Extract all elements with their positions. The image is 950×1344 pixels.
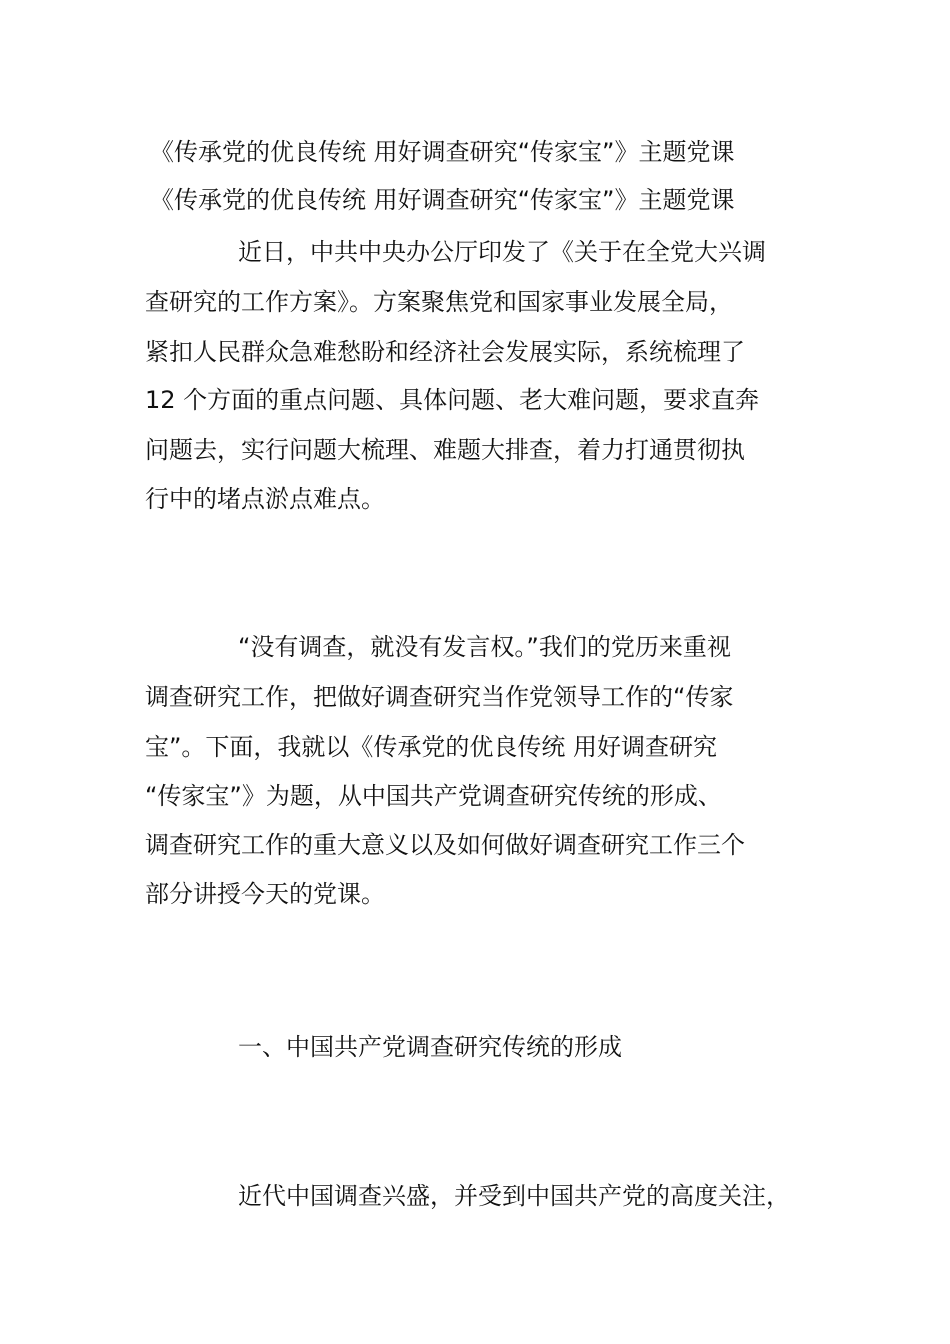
paragraph-3-line-1: 近代中国调查兴盛，并受到中国共产党的高度关注，	[238, 1182, 790, 1210]
paragraph-2-line-6: 部分讲授今天的党课。	[145, 880, 385, 908]
paragraph-2-line-3: 宝”。下面，我就以《传承党的优良传统 用好调查研究	[145, 733, 718, 761]
paragraph-1-line-5: 问题去，实行问题大梳理、难题大排查，着力打通贯彻执	[145, 436, 745, 464]
paragraph-1-line-4: 12 个方面的重点问题、具体问题、老大难问题，要求直奔	[145, 386, 760, 414]
paragraph-1-line-3: 紧扣人民群众急难愁盼和经济社会发展实际，系统梳理了	[145, 338, 745, 366]
document-title-line-1: 《传承党的优良传统 用好调查研究“传家宝”》主题党课	[150, 138, 735, 166]
paragraph-1-line-1: 近日，中共中央办公厅印发了《关于在全党大兴调	[238, 238, 766, 266]
paragraph-2-line-4: “传家宝”》为题，从中国共产党调查研究传统的形成、	[145, 782, 722, 810]
paragraph-2-line-5: 调查研究工作的重大意义以及如何做好调查研究工作三个	[145, 831, 745, 859]
paragraph-2-line-2: 调查研究工作，把做好调查研究当作党领导工作的“传家	[145, 683, 734, 711]
paragraph-1-line-2: 查研究的工作方案》。方案聚焦党和国家事业发展全局，	[145, 288, 733, 316]
paragraph-1-line-6: 行中的堵点淤点难点。	[145, 485, 385, 513]
document-title-line-2: 《传承党的优良传统 用好调查研究“传家宝”》主题党课	[150, 186, 735, 214]
section-1-heading: 一、中国共产党调查研究传统的形成	[238, 1033, 622, 1061]
paragraph-2-line-1: “没有调查，就没有发言权。”我们的党历来重视	[238, 633, 731, 661]
